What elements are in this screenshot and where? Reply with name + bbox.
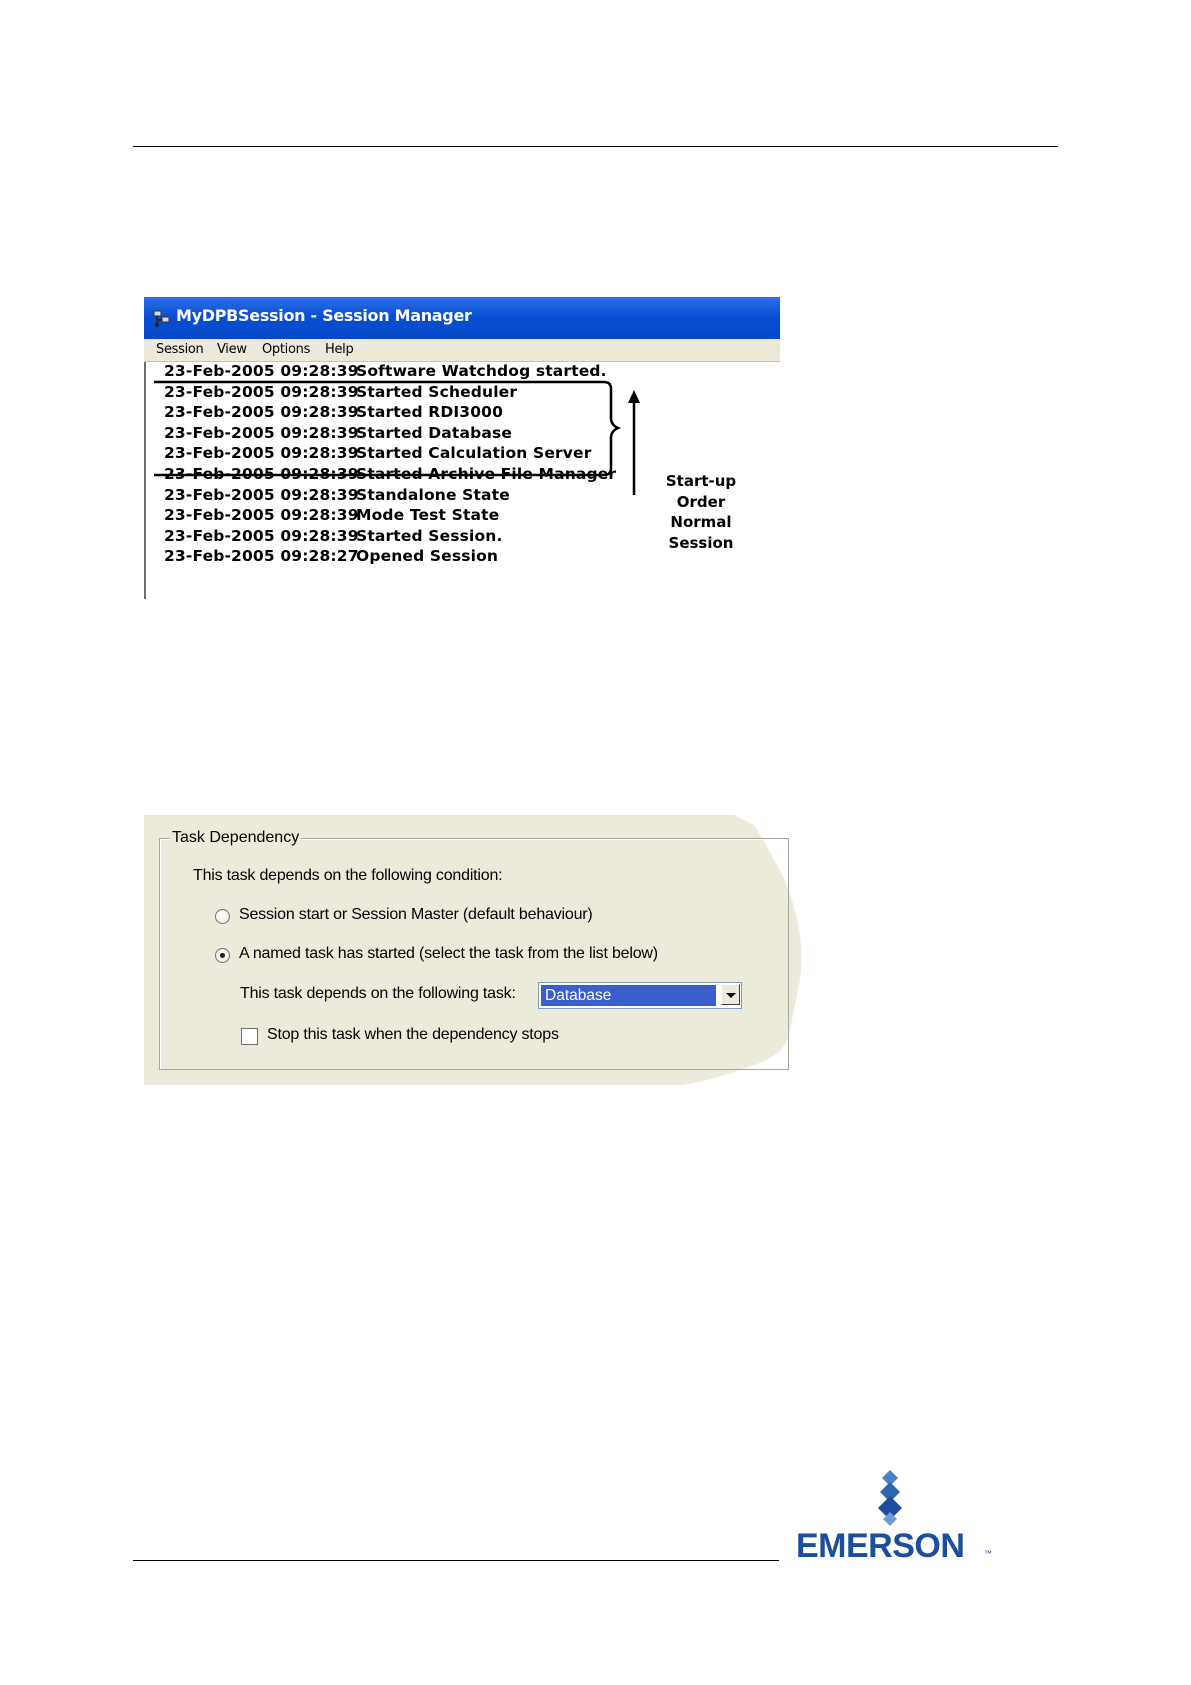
session-manager-window [144,297,780,599]
log-entry: 23-Feb-2005 09:28:39Mode Test State [164,506,500,525]
depends-on-task-label: This task depends on the following task: [240,985,516,1002]
radio-named-task[interactable] [215,948,230,963]
radio-session-start[interactable] [215,909,230,924]
menu-session[interactable]: Session [156,342,204,357]
log-entry: 23-Feb-2005 09:28:39Standalone State [164,485,510,504]
stop-with-dependency-label[interactable]: Stop this task when the dependency stops [267,1026,559,1043]
emerson-logo-mark [869,1470,911,1530]
startup-order-overlay [144,297,780,599]
annotation-line: Session [668,533,734,552]
radio-selected-dot [220,953,225,958]
menu-view[interactable]: View [217,342,247,357]
log-entry: 23-Feb-2005 09:28:39Started Database [164,423,512,442]
up-arrow-icon [628,390,640,403]
log-entry: 23-Feb-2005 09:28:39Started Archive File Manager [164,465,617,483]
dependency-task-dropdown[interactable] [538,982,742,1009]
menu-options[interactable]: Options [262,342,311,357]
header-rule [133,146,1058,147]
annotation-line: Start-up [665,472,737,490]
session-manager-title: MyDPBSession - Session Manager [176,306,472,325]
dropdown-button[interactable] [721,984,740,1005]
condition-intro-label: This task depends on the following condition: [193,867,503,884]
log-entry: 23-Feb-2005 09:28:39Started Session. [164,526,503,545]
annotation-line: Order [676,492,726,511]
footer-rule [133,1560,779,1561]
emerson-trademark: ™ [984,1549,992,1558]
radio-session-start-label[interactable]: Session start or Session Master (default behaviour) [239,906,593,923]
log-entry: 23-Feb-2005 09:28:39Started Calculation Server [164,444,592,463]
chevron-down-icon [726,993,736,998]
dependency-task-value: Database [541,985,716,1006]
startup-bracket [154,382,618,475]
log-entry: 23-Feb-2005 09:28:39Started RDI3000 [164,403,504,422]
menu-help[interactable]: Help [325,342,354,357]
emerson-logo-text: EMERSON [796,1527,965,1565]
log-entry: 23-Feb-2005 09:28:39Started Scheduler [164,382,518,401]
stop-with-dependency-checkbox[interactable] [241,1028,258,1045]
task-dependency-panel [144,815,816,1085]
log-entry: 23-Feb-2005 09:28:39Software Watchdog started. [164,362,607,380]
radio-named-task-label[interactable]: A named task has started (select the task from the list below) [239,945,658,962]
log-entry: 23-Feb-2005 09:28:27Opened Session [164,547,499,566]
annotation-line: Normal [670,513,732,531]
task-dependency-legend: Task Dependency [172,829,300,846]
